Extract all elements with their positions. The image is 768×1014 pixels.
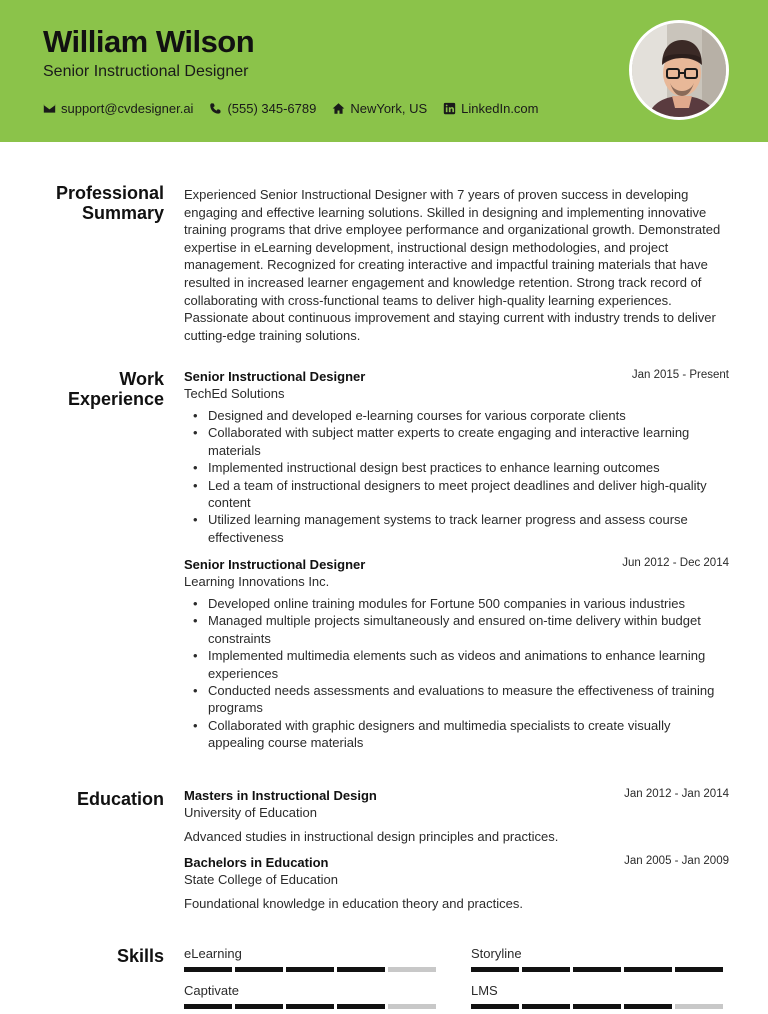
summary-text: Experienced Senior Instructional Designer with 7 years of proven success in developing engaging and effective learning solutions. Skilled in designing and implementing innovative training programs that drive employee performance and organizational growth. Demonstrated expertise in eLearning development, instructional design methodologies, and project management. Recognized for creating interactive and impactful training materials that have resulted in increased learner engagement and knowledge retention. Strong track record of collaborating with cross-functional teams to deliver high-quality learning experiences. Passionate about continuous improvement and staying current with industry trends to deliver cutting-edge training solutions. (184, 187, 721, 343)
skill-segment-filled (675, 967, 723, 972)
skill-segment-filled (522, 967, 570, 972)
section-title-summary (56, 183, 164, 223)
list-item: • Developed online training modules for Fortune 500 companies in various industries (184, 595, 729, 612)
candidate-role: Senior Instructional Designer (43, 63, 249, 80)
education-entry (184, 788, 729, 846)
contact-email-text: support@cvdesigner.ai (61, 101, 194, 116)
section-title-experience (68, 369, 164, 409)
skill-segment-filled (573, 967, 621, 972)
profile-photo (629, 20, 729, 120)
home-icon (332, 102, 345, 115)
skill-segment-filled (573, 1004, 621, 1009)
skill-segment-filled (286, 967, 334, 972)
job-title: Senior Instructional Designer (184, 369, 366, 384)
envelope-icon (43, 102, 56, 115)
skill-segment-filled (624, 967, 672, 972)
skill-segment-filled (286, 1004, 334, 1009)
job-bullets (184, 407, 729, 546)
skill-segment-filled (471, 1004, 519, 1009)
job-company: TechEd Solutions (184, 386, 285, 401)
skill-name: eLearning (184, 946, 242, 961)
section-title-experience-line2: Experience (67, 389, 164, 409)
skill-segment-filled (235, 1004, 283, 1009)
summary-block (184, 186, 729, 344)
job-bullets (184, 595, 729, 752)
skill-level-bar (471, 967, 726, 972)
skill-name: Storyline (471, 946, 522, 961)
contact-linkedin-text: LinkedIn.com (461, 101, 539, 116)
linkedin-icon (443, 102, 456, 115)
skill-segment-empty (388, 967, 436, 972)
skill-segment-empty (675, 1004, 723, 1009)
contact-phone[interactable] (209, 101, 316, 116)
section-title-skills: Skills (116, 946, 164, 966)
skill-segment-filled (624, 1004, 672, 1009)
contact-location (332, 101, 427, 116)
job-entry (184, 557, 729, 752)
section-title-education: Education (76, 789, 164, 809)
education-degree: Masters in Instructional Design (184, 788, 377, 803)
education-description: Foundational knowledge in education theory and practices. (184, 896, 523, 911)
education-degree: Bachelors in Education (184, 855, 329, 870)
contact-email[interactable] (43, 101, 193, 116)
skill-name: Captivate (184, 983, 239, 998)
skill-segment-filled (337, 1004, 385, 1009)
list-item: • Implemented multimedia elements such as videos and animations to enhance learning experiences (184, 647, 729, 682)
job-dates: Jan 2015 - Present (631, 369, 729, 381)
skill-name: LMS (471, 983, 498, 998)
education-entry (184, 855, 729, 913)
education-school: State College of Education (184, 872, 338, 887)
skill-segment-filled (337, 967, 385, 972)
education-school: University of Education (184, 805, 317, 820)
section-title-summary-line1: Professional (55, 183, 164, 203)
job-company: Learning Innovations Inc. (184, 574, 330, 589)
skill-level-bar (184, 1004, 439, 1009)
skill-segment-empty (388, 1004, 436, 1009)
list-item: • Implemented instructional design best practices to enhance learning outcomes (184, 459, 729, 476)
contact-location-text: NewYork, US (350, 101, 428, 116)
job-dates: Jun 2012 - Dec 2014 (622, 557, 729, 569)
list-item: • Conducted needs assessments and evaluations to measure the effectiveness of training programs (184, 682, 729, 717)
contact-linkedin[interactable] (443, 101, 538, 116)
list-item: • Managed multiple projects simultaneously and ensured on-time delivery within budget constraints (184, 612, 729, 647)
list-item: • Led a team of instructional designers to meet project deadlines and deliver high-quality content (184, 477, 729, 512)
contact-bar (43, 101, 555, 116)
phone-icon (209, 102, 222, 115)
skill-segment-filled (471, 967, 519, 972)
candidate-name: William Wilson (43, 24, 255, 59)
list-item: • Designed and developed e-learning courses for various corporate clients (184, 407, 729, 424)
education-dates: Jan 2005 - Jan 2009 (624, 855, 729, 867)
education-dates: Jan 2012 - Jan 2014 (624, 788, 729, 800)
list-item: • Collaborated with graphic designers and multimedia specialists to create visually appealing course materials (184, 717, 729, 752)
skill-segment-filled (184, 967, 232, 972)
skill-level-bar (184, 967, 439, 972)
education-description: Advanced studies in instructional design principles and practices. (184, 829, 559, 844)
skill-level-bar (471, 1004, 726, 1009)
job-entry (184, 369, 729, 546)
skill-segment-filled (522, 1004, 570, 1009)
list-item: • Utilized learning management systems to track learner progress and assess course effectiveness (184, 511, 729, 546)
list-item: • Collaborated with subject matter experts to create engaging and interactive learning materials (184, 424, 729, 459)
job-title: Senior Instructional Designer (184, 557, 366, 572)
skill-segment-filled (184, 1004, 232, 1009)
skill-segment-filled (235, 967, 283, 972)
section-title-summary-line2: Summary (81, 203, 164, 223)
contact-phone-text: (555) 345-6789 (227, 101, 317, 116)
section-title-experience-line1: Work (119, 369, 164, 389)
